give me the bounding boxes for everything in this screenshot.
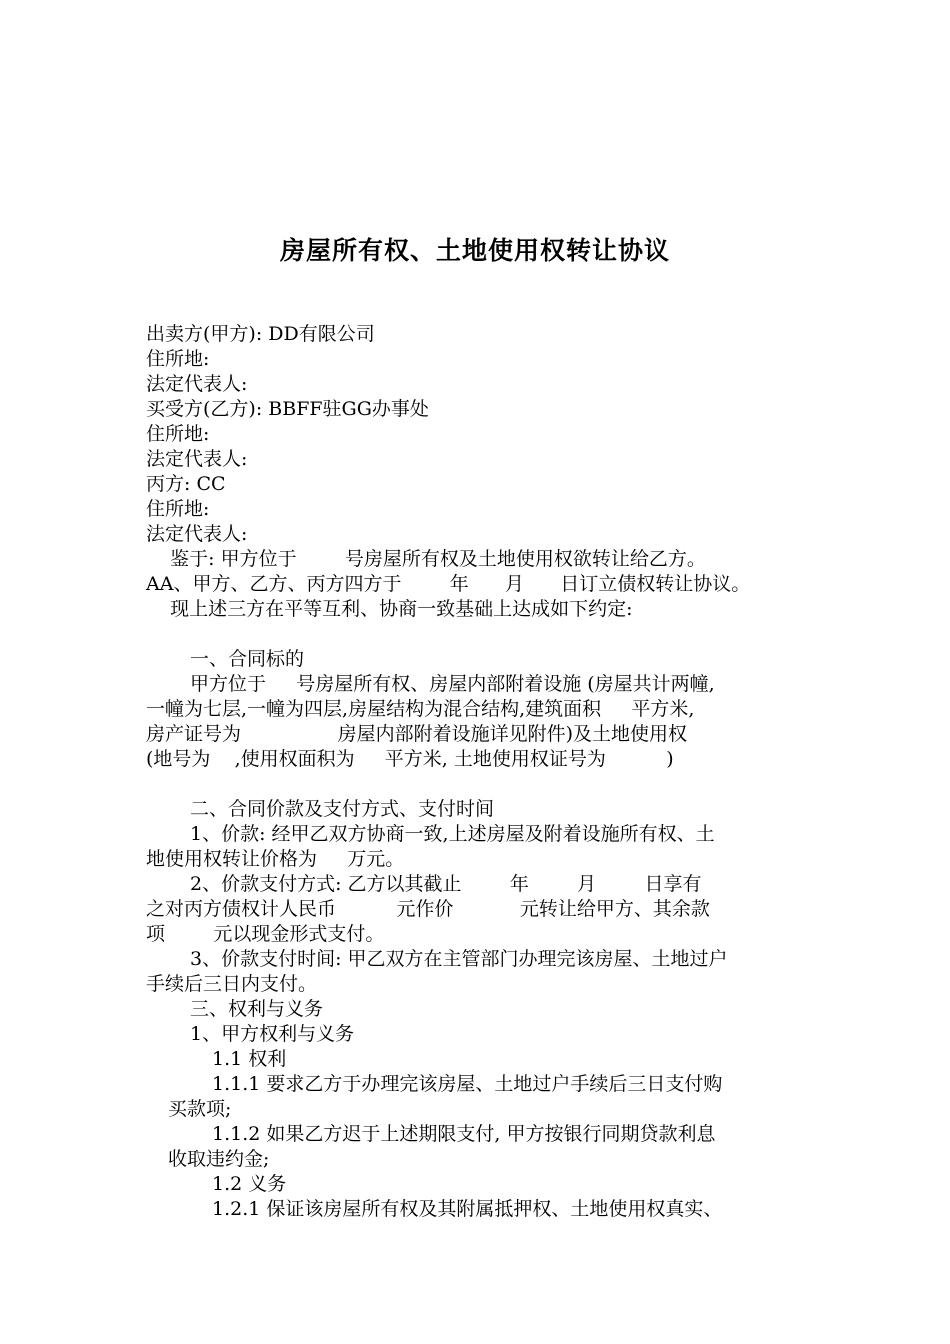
section2-line: 项 元以现金形式支付。 [146, 923, 385, 945]
section2-heading: 二、合同价款及支付方式、支付时间 [190, 798, 495, 820]
section1-line: 房产证号为 房屋内部附着设施详见附件)及土地使用权 [146, 723, 688, 745]
duties-line: 1.2.1 保证该房屋所有权及其附属抵押权、土地使用权真实、 [212, 1198, 723, 1220]
section1-line: (地号为 ,使用权面积为 平方米, 土地使用权证号为 ) [146, 748, 674, 770]
section3-sub-heading: 1、甲方权利与义务 [190, 1023, 355, 1045]
party-buyer-address: 住所地: [146, 423, 210, 445]
section3-heading: 三、权利与义务 [190, 998, 324, 1020]
preamble-line: 鉴于: 甲方位于 号房屋所有权及土地使用权欲转让给乙方。 [146, 548, 706, 570]
section2-line: 地使用权转让价格为 万元。 [146, 848, 405, 870]
preamble-line: 现上述三方在平等互利、协商一致基础上达成如下约定: [146, 598, 633, 620]
duties-heading: 1.2 义务 [212, 1173, 287, 1195]
party-buyer-representative: 法定代表人: [146, 448, 248, 470]
rights-line: 买款项; [168, 1098, 232, 1120]
rights-line: 收取违约金; [168, 1148, 270, 1170]
spacer [146, 772, 811, 797]
section2-line: 手续后三日内支付。 [146, 973, 318, 995]
section2-line: 1、价款: 经甲乙双方协商一致,上述房屋及附着设施所有权、土 [190, 823, 715, 845]
rights-line: 1.1.1 要求乙方于办理完该房屋、土地过户手续后三日支付购 [212, 1073, 723, 1095]
rights-heading: 1.1 权利 [212, 1048, 287, 1070]
section1-line: 一幢为七层,一幢为四层,房屋结构为混合结构,建筑面积 平方米, [146, 698, 695, 720]
section1-line: 甲方位于 号房屋所有权、房屋内部附着设施 (房屋共计两幢, [190, 673, 715, 695]
section1-heading: 一、合同标的 [190, 648, 305, 670]
party-c: 丙方: CC [146, 473, 226, 495]
party-c-address: 住所地: [146, 498, 210, 520]
document-body [146, 322, 811, 1222]
party-seller: 出卖方(甲方): DD有限公司 [146, 323, 375, 345]
rights-line: 1.1.2 如果乙方迟于上述期限支付, 甲方按银行同期贷款利息 [212, 1123, 716, 1145]
party-seller-representative: 法定代表人: [146, 373, 248, 395]
party-c-representative: 法定代表人: [146, 523, 248, 545]
section2-line: 之对丙方债权计人民币 元作价 元转让给甲方、其余款 [146, 898, 710, 920]
party-seller-address: 住所地: [146, 348, 210, 370]
spacer [146, 622, 811, 647]
section2-line: 3、价款支付时间: 甲乙双方在主管部门办理完该房屋、土地过户 [190, 948, 728, 970]
preamble-line: AA、甲方、乙方、丙方四方于 年 月 日订立债权转让协议。 [146, 573, 751, 595]
document-title: 房屋所有权、土地使用权转让协议 [279, 236, 670, 265]
party-buyer: 买受方(乙方): BBFF驻GG办事处 [146, 398, 429, 420]
section2-line: 2、价款支付方式: 乙方以其截止 年 月 日享有 [190, 873, 702, 895]
